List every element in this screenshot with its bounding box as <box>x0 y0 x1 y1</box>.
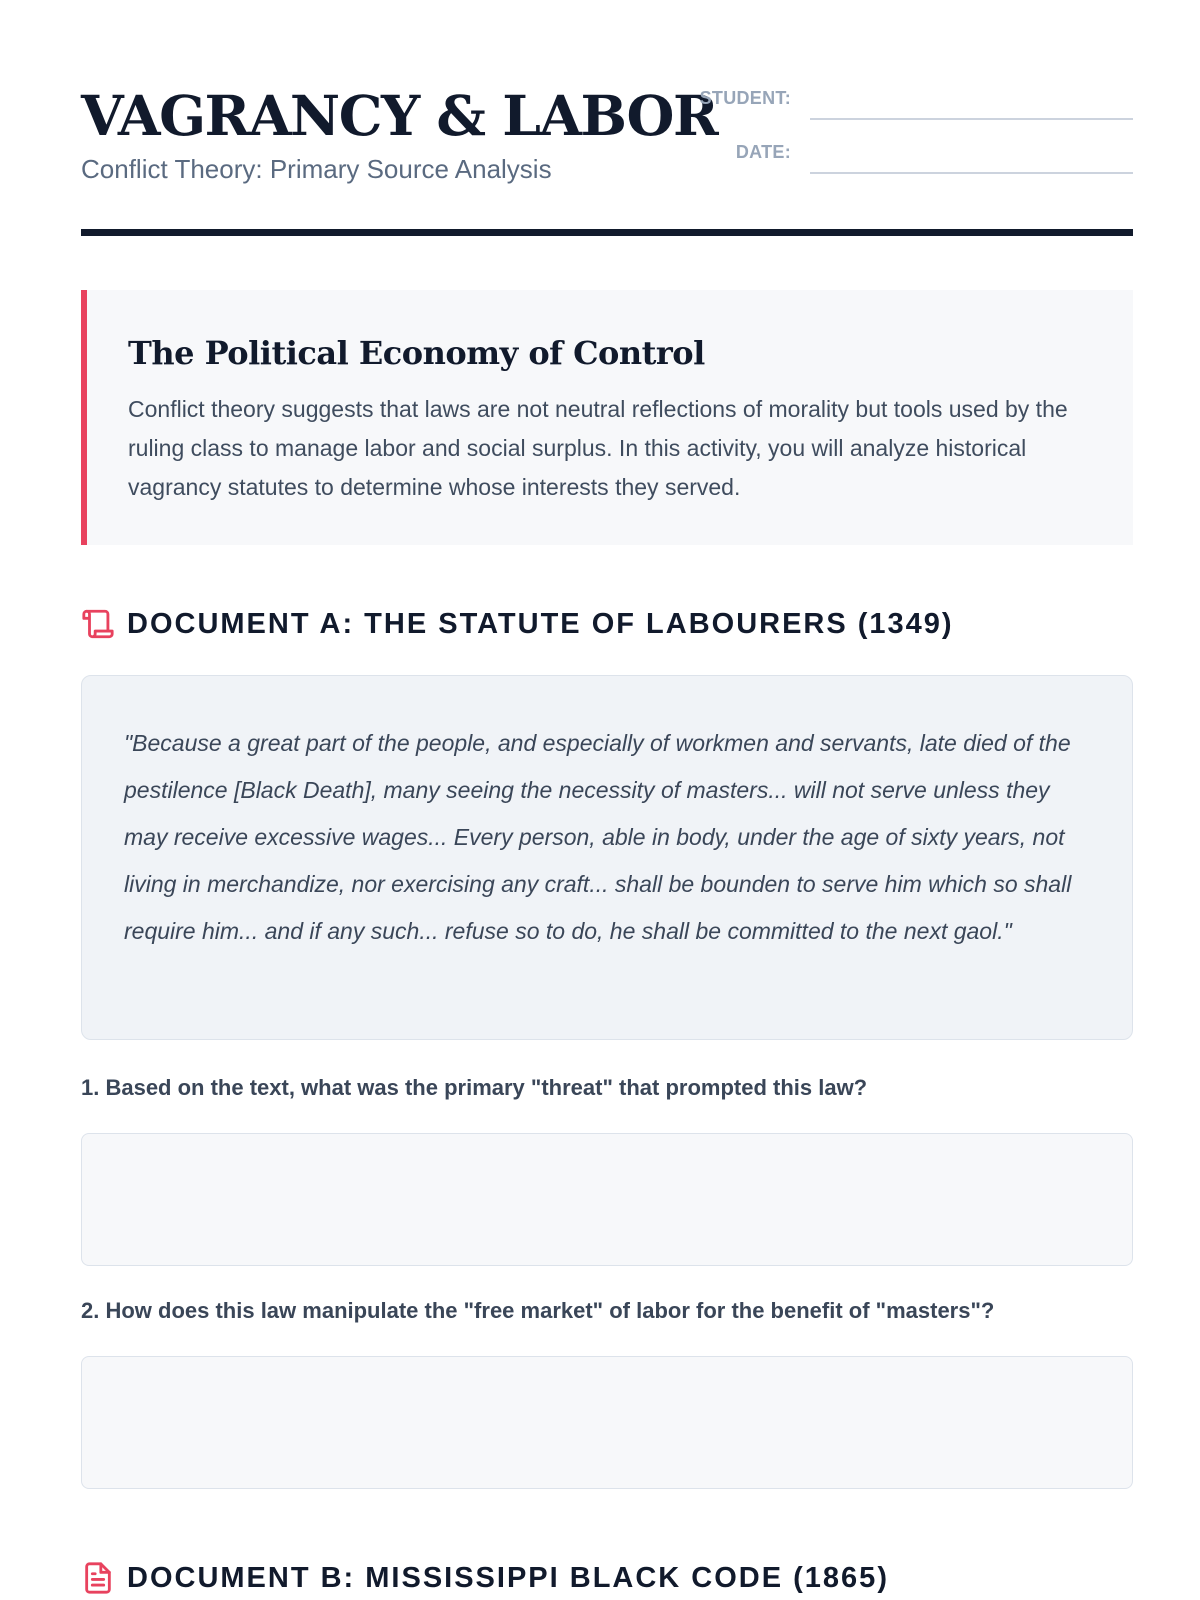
scroll-icon <box>81 607 115 641</box>
answer-box-1[interactable] <box>81 1133 1133 1266</box>
worksheet-title: VAGRANCY & LABOR <box>81 83 718 148</box>
document-b-heading <box>81 1561 889 1595</box>
document-a-title: DOCUMENT A: THE STATUTE OF LABOURERS (1349) <box>127 607 954 640</box>
document-b-title: DOCUMENT B: MISSISSIPPI BLACK CODE (1865) <box>127 1561 889 1594</box>
header-divider <box>81 229 1133 236</box>
date-field[interactable] <box>810 172 1133 174</box>
answer-box-2[interactable] <box>81 1356 1133 1489</box>
worksheet-subtitle: Conflict Theory: Primary Source Analysis <box>81 154 552 184</box>
intro-callout <box>81 290 1133 545</box>
document-icon <box>81 1561 115 1595</box>
student-label: STUDENT: <box>699 88 791 108</box>
worksheet-header <box>81 80 1133 230</box>
document-a-quote <box>81 675 1133 1040</box>
document-a-quote-text: "Because a great part of the people, and especially of workmen and servants, late died of the pestilence [Black Death], many seeing the necessity of masters... will not serve unless they may receive excessive wages... Every person, able in body, under the age of sixty years, not living in merchandize, nor exercising any craft... shall be bounden to serve him which so shall require him... and if any such... refuse so to do, he shall be committed to the next gaol." <box>124 730 1072 944</box>
document-a-heading <box>81 607 954 641</box>
question-2: 2. How does this law manipulate the "free market" of labor for the benefit of "masters"? <box>81 1298 995 1323</box>
intro-body: Conflict theory suggests that laws are not neutral reflections of morality but tools used by the ruling class to manage labor and social surplus. In this activity, you will analyze historical vagrancy statutes to determine whose interests they served. <box>128 396 1068 500</box>
date-label: DATE: <box>735 142 791 162</box>
student-name-field[interactable] <box>810 118 1133 120</box>
question-1: 1. Based on the text, what was the primary "threat" that prompted this law? <box>81 1075 868 1100</box>
intro-title: The Political Economy of Control <box>128 334 705 372</box>
